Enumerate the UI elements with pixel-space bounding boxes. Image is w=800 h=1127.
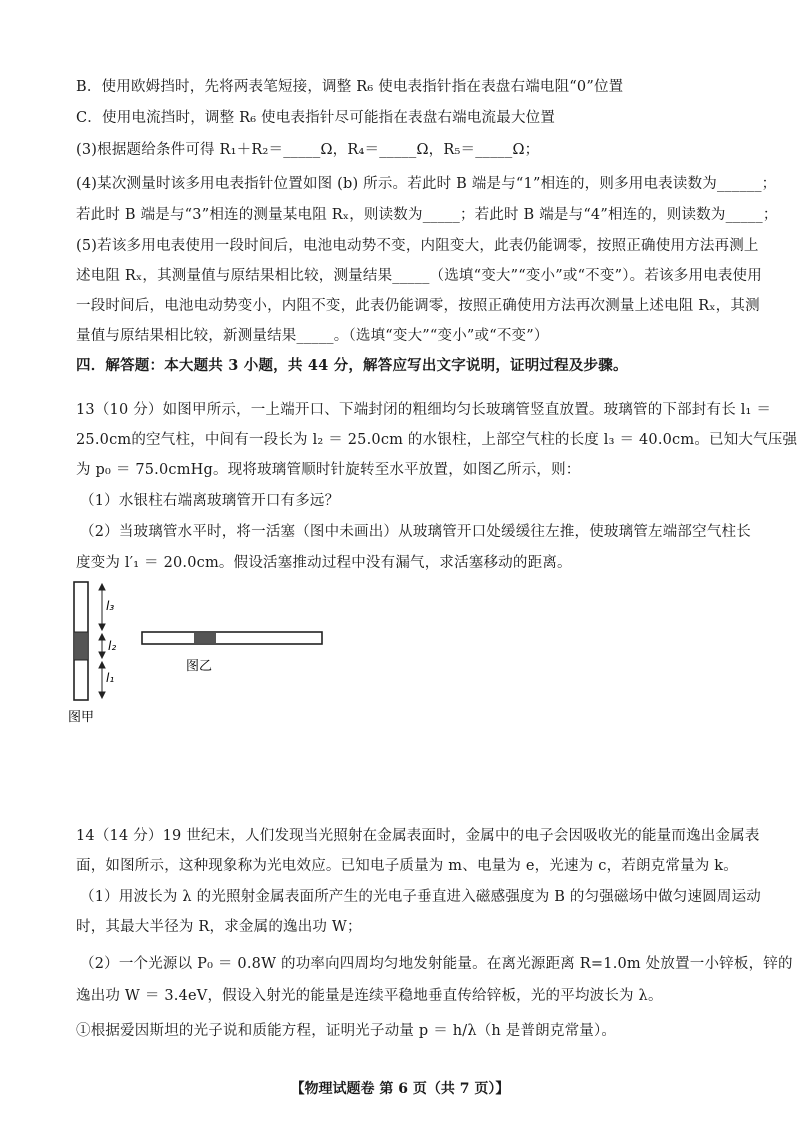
- question-14-line1: 14（14 分）19 世纪末，人们发现当光照射在金属表面时，金属中的电子会因吸收光的能量而逸出金属表: [76, 828, 760, 844]
- question-14-part2-line1: （2）一个光源以 P₀ ＝ 0.8W 的功率向四周均匀地发射能量。在离光源距离 R=1.0m 处放置一小锌板，锌的: [80, 956, 793, 972]
- question-14-part1-line2: 时，其最大半径为 R，求金属的逸出功 W；: [76, 919, 362, 935]
- label-figure-jia: 图甲: [68, 710, 95, 725]
- question-14-part2-item1: ①根据爱因斯坦的光子说和质能方程，证明光子动量 p ＝ h/λ（h 是普朗克常量）。: [76, 1023, 617, 1039]
- question-13-part2-line1: （2）当玻璃管水平时，将一活塞（图中未画出）从玻璃管开口处缓缓往左推，使玻璃管左端部空气柱长: [80, 524, 751, 540]
- dimension-arrows: [99, 584, 105, 698]
- question-4-line1: (4)某次测量时该多用电表指针位置如图 (b) 所示。若此时 B 端是与“1”相连的，则多用电表读数为______；: [76, 176, 777, 192]
- question-14-part1-line1: （1）用波长为 λ 的光照射金属表面所产生的光电子垂直进入磁感强度为 B 的匀强磁场中做匀速圆周运动: [80, 889, 762, 905]
- question-13-line3: 为 p₀ ＝ 75.0cmHg。现将玻璃管顺时针旋转至水平放置，如图乙所示，则：: [76, 462, 581, 478]
- vertical-tube: [74, 582, 88, 700]
- page-footer: 【物理试题卷 第 6 页（共 7 页）】: [290, 1081, 510, 1097]
- question-5-line2: 述电阻 Rₓ，其测量值与原结果相比较，测量结果_____（选填“变大”“变小”或“不变”）。若该多用电表使用: [76, 268, 762, 284]
- question-13-line2: 25.0cm的空气柱，中间有一段长为 l₂ ＝ 25.0cm 的水银柱，上部空气柱的长度 l₃ ＝ 40.0cm。已知大气压强: [76, 432, 798, 448]
- question-13-line1: 13（10 分）如图甲所示，一上端开口、下端封闭的粗细均匀长玻璃管竖直放置。玻璃管的下部封有长 l₁ ＝: [76, 402, 772, 418]
- label-figure-yi: 图乙: [186, 659, 213, 674]
- question-13-part1: （1）水银柱右端离玻璃管开口有多远？: [80, 493, 340, 509]
- question-5-line4: 量值与原结果相比较，新测量结果_____。（选填“变大”“变小”或“不变”）: [76, 328, 549, 344]
- label-l1: l₁: [106, 671, 115, 685]
- label-l2: l₂: [108, 639, 117, 653]
- question-5-line3: 一段时间后，电池电动势变小，内阻不变，此表仍能调零，按照正确使用方法再次测量上述电阻 Rₓ，其测: [76, 298, 760, 314]
- tube-figure: [60, 580, 360, 730]
- option-c: C．使用电流挡时，调整 R₆ 使电表指针尽可能指在表盘右端电流最大位置: [76, 110, 556, 126]
- horizontal-tube: [142, 632, 322, 644]
- question-14-line2: 面，如图所示，这种现象称为光电效应。已知电子质量为 m、电量为 e，光速为 c，若朗克常量为 k。: [76, 858, 738, 874]
- question-14-part2-line2: 逸出功 W ＝ 3.4eV，假设入射光的能量是连续平稳地垂直传给锌板，光的平均波长为 λ。: [76, 988, 663, 1004]
- question-5-line1: (5)若该多用电表使用一段时间后，电池电动势不变，内阻变大，此表仍能调零，按照正确使用方法再测上: [76, 238, 759, 254]
- question-3: (3)根据题给条件可得 R₁＋R₂＝_____Ω，R₄＝_____Ω，R₅＝_____Ω；: [76, 142, 540, 158]
- mercury-column-vertical: [75, 632, 87, 660]
- option-b: B．使用欧姆挡时，先将两表笔短接，调整 R₆ 使电表指针指在表盘右端电阻“0”位置: [76, 79, 624, 95]
- section-4-heading: 四．解答题：本大题共 3 小题，共 44 分，解答应写出文字说明，证明过程及步骤。: [76, 357, 628, 374]
- mercury-column-horizontal: [194, 633, 216, 643]
- question-4-line2: 若此时 B 端是与“3”相连的测量某电阻 Rₓ，则读数为_____；若此时 B 端是与“4”相连的，则读数为_____；: [76, 207, 778, 223]
- question-13-part2-line2: 度变为 l′₁ ＝ 20.0cm。假设活塞推动过程中没有漏气，求活塞移动的距离。: [76, 555, 572, 571]
- label-l3: l₃: [106, 599, 115, 613]
